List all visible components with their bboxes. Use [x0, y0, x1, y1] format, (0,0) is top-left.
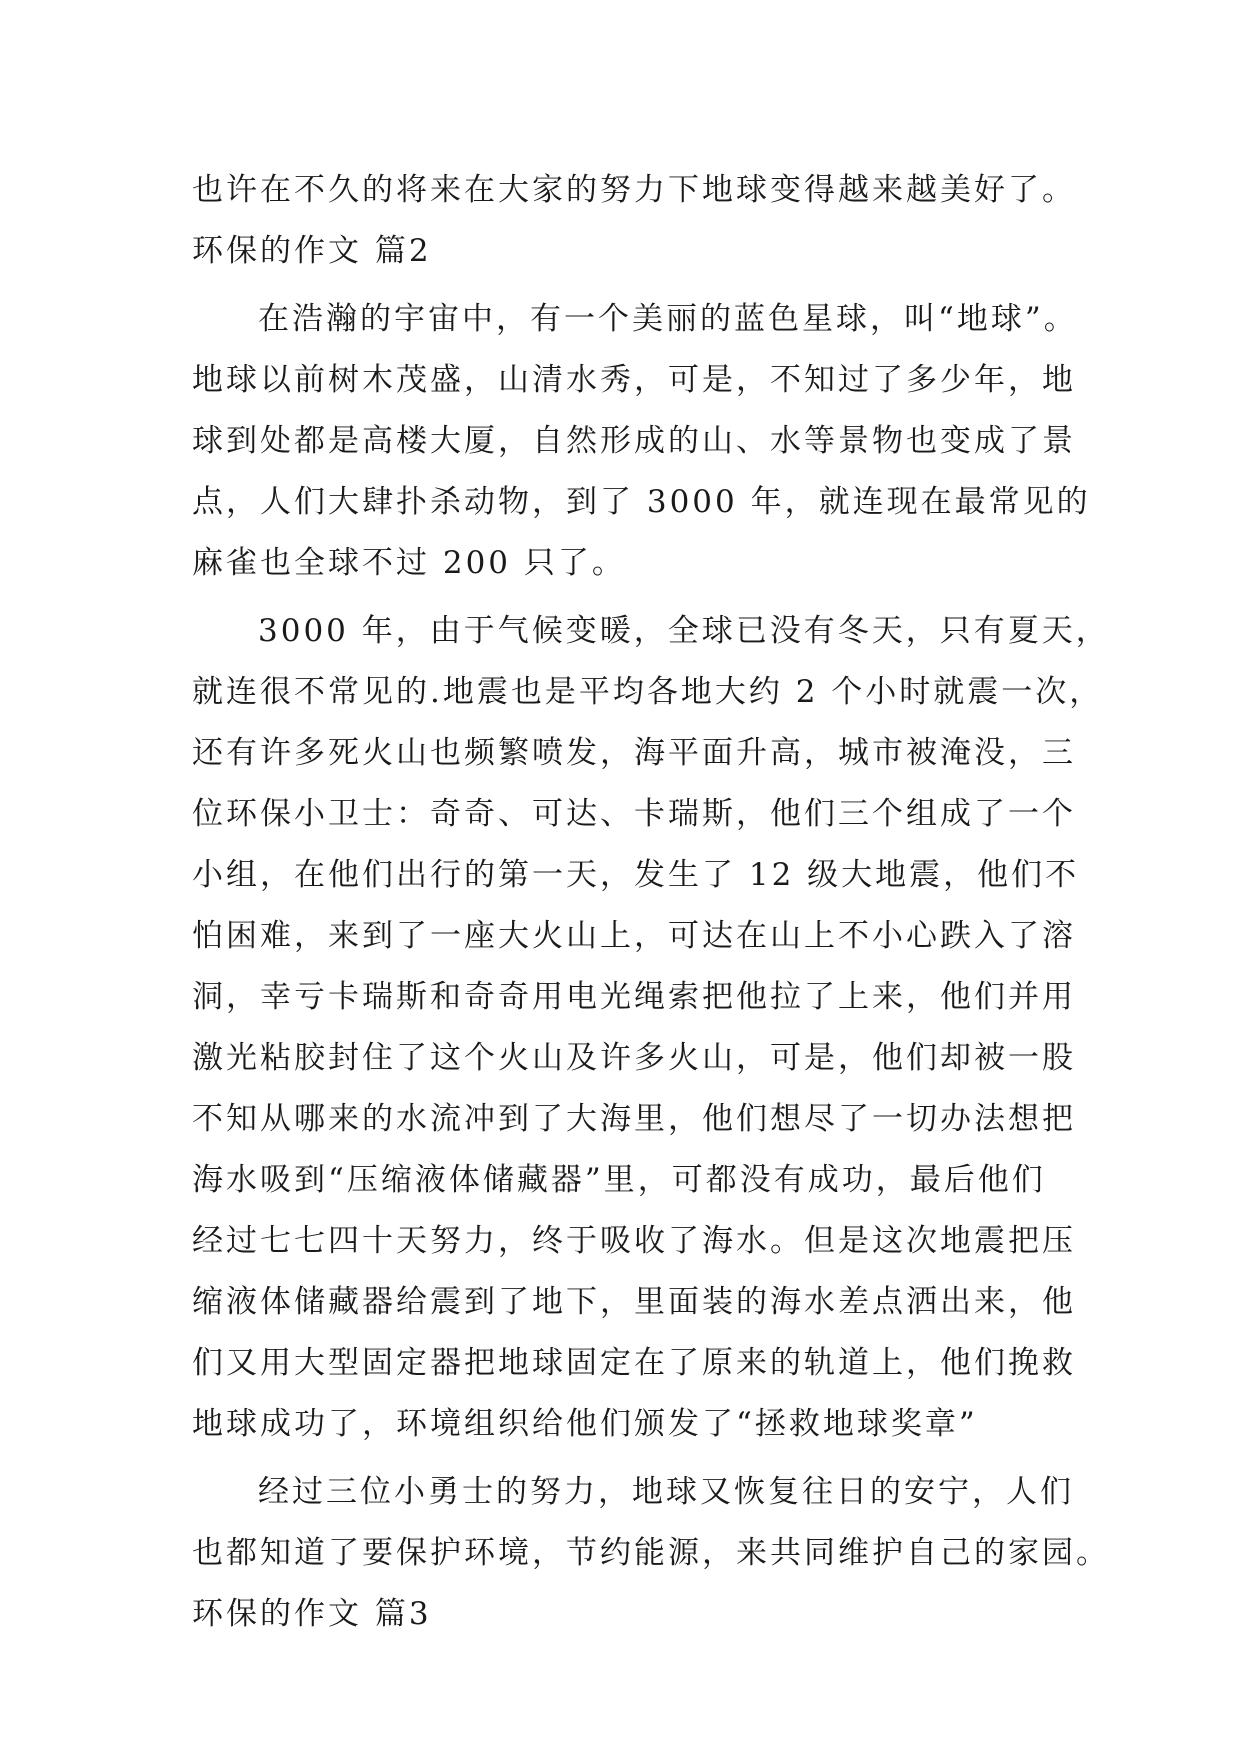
text-line: 球到处都是高楼大厦，自然形成的山、水等景物也变成了景	[192, 423, 1076, 459]
text-line: 3000 年，由于气候变暖，全球已没有冬天，只有夏天，	[258, 613, 1110, 649]
paragraph-2	[192, 601, 1110, 1455]
section-heading-2: 环保的作文 篇2	[192, 233, 432, 269]
text-line: 缩液体储藏器给震到了地下，里面装的海水差点洒出来，他	[192, 1284, 1076, 1320]
text-line: 位环保小卫士：奇奇、可达、卡瑞斯，他们三个组成了一个	[192, 796, 1076, 832]
paragraph-3	[192, 1462, 1110, 1584]
text-line: 怕困难，来到了一座大火山上，可达在山上不小心跌入了溶	[192, 918, 1076, 954]
text-line: 激光粘胶封住了这个火山及许多火山，可是，他们却被一股	[192, 1040, 1076, 1076]
text-line: 也都知道了要保护环境，节约能源，来共同维护自己的家园。	[192, 1535, 1110, 1571]
text-line: 经过三位小勇士的努力，地球又恢复往日的安宁，人们	[258, 1474, 1074, 1510]
text-line: 麻雀也全球不过 200 只了。	[192, 545, 626, 581]
text-line: 海水吸到“压缩液体储藏器”里，可都没有成功，最后他们	[192, 1162, 1046, 1198]
text-line: 地球以前树木茂盛，山清水秀，可是，不知过了多少年，地	[192, 362, 1076, 398]
text-line: 地球成功了，环境组织给他们颁发了“拯救地球奖章”	[192, 1406, 978, 1442]
text-line: 点，人们大肆扑杀动物，到了 3000 年，就连现在最常见的	[192, 484, 1091, 520]
text-line: 小组，在他们出行的第一天，发生了 12 级大地震，他们不	[192, 857, 1080, 893]
text-line: 经过七七四十天努力，终于吸收了海水。但是这次地震把压	[192, 1223, 1076, 1259]
text-line: 还有许多死火山也频繁喷发，海平面升高，城市被淹没，三	[192, 735, 1076, 771]
document-body	[192, 160, 1110, 1645]
text-line: 在浩瀚的宇宙中，有一个美丽的蓝色星球，叫“地球”。	[258, 301, 1078, 337]
section-heading-3: 环保的作文 篇3	[192, 1596, 432, 1632]
text-line: 也许在不久的将来在大家的努力下地球变得越来越美好了。	[192, 172, 1076, 208]
text-line: 们又用大型固定器把地球固定在了原来的轨道上，他们挽救	[192, 1345, 1076, 1381]
text-line: 不知从哪来的水流冲到了大海里，他们想尽了一切办法想把	[192, 1101, 1076, 1137]
text-line: 洞，幸亏卡瑞斯和奇奇用电光绳索把他拉了上来，他们并用	[192, 979, 1076, 1015]
paragraph-1	[192, 289, 1091, 594]
text-line: 就连很不常见的.地震也是平均各地大约 2 个小时就震一次，	[192, 674, 1104, 710]
